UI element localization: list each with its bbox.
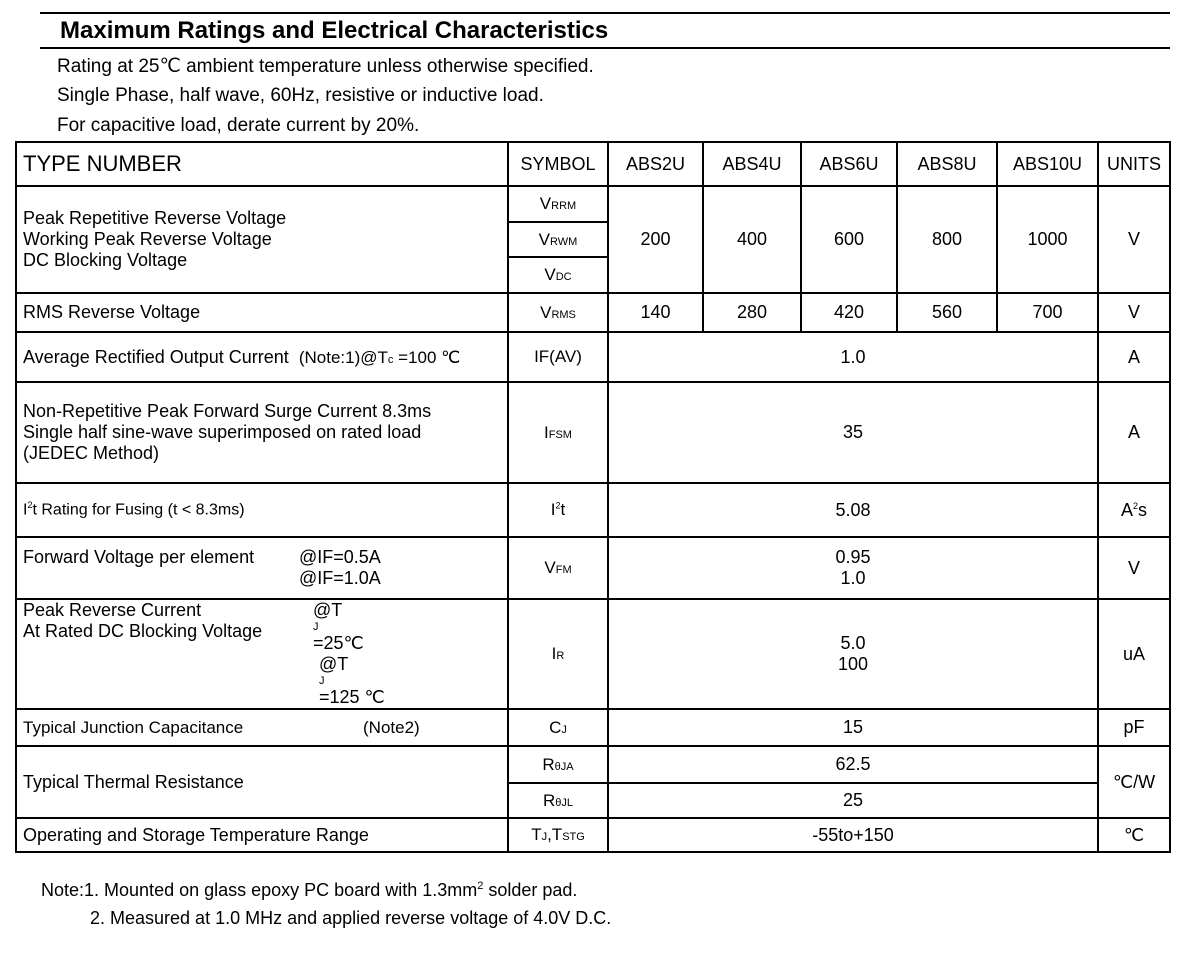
row-peak-voltage-label: Peak Repetitive Reverse Voltage Working Peak Reverse Voltage DC Blocking Voltage — [16, 186, 508, 293]
top-rule — [40, 12, 1170, 14]
symbol-vrwm: VRWM — [508, 222, 608, 257]
header-symbol: SYMBOL — [508, 142, 608, 186]
unit-cj: pF — [1098, 709, 1170, 746]
ratings-table — [15, 141, 1171, 853]
row-reverse-current — [16, 599, 1170, 709]
header-type-number: TYPE NUMBER — [16, 142, 508, 186]
note-1: Note:1. Mounted on glass epoxy PC board with $1.3mm^2$ solder pad. — [41, 880, 578, 900]
unit-ifav: A — [1098, 332, 1170, 382]
row-temperature-label: Operating and Storage Temperature Range — [16, 818, 508, 852]
header-col-abs4u: ABS4U — [703, 142, 801, 186]
symbol-rthja: RθJA — [508, 746, 608, 783]
header-col-abs8u: ABS8U — [897, 142, 997, 186]
symbol-vrms: VRMS — [508, 293, 608, 332]
row-surge-label: Non-Repetitive Peak Forward Surge Current 8.3ms Single half sine-wave superimposed on rated load (JEDEC Method) — [16, 382, 508, 483]
row-capacitance — [16, 709, 1170, 746]
header-units: UNITS — [1098, 142, 1170, 186]
value-abs4u-vrrm: 400 — [703, 186, 801, 293]
symbol-ifsm: IFSM — [508, 382, 608, 483]
value-abs10u-vrrm: 1000 — [997, 186, 1098, 293]
symbol-ifav: IF(AV) — [508, 332, 608, 382]
row-thermal-label: Typical Thermal Resistance — [16, 746, 508, 818]
symbol-vrrm: VRRM — [508, 186, 608, 222]
symbol-vfm: VFM — [508, 537, 608, 599]
value-ir: 5.0 100 — [608, 599, 1098, 709]
row-avg-current-label: Average Rectified Output Current (Note:1)@Tc =100 ℃ — [16, 332, 508, 382]
value-abs4u-vrms: 280 — [703, 293, 801, 332]
row-rms-label: RMS Reverse Voltage — [16, 293, 508, 332]
unit-vrrm: V — [1098, 186, 1170, 293]
unit-vrms: V — [1098, 293, 1170, 332]
row-i2t-label: $I^2t$ Rating for Fusing (t < 8.3ms) — [16, 483, 508, 537]
symbol-tj-tstg: TJ,TSTG — [508, 818, 608, 852]
header-col-abs6u: ABS6U — [801, 142, 897, 186]
unit-ir: uA — [1098, 599, 1170, 709]
row-i2t — [16, 483, 1170, 537]
note-2: 2. Measured at 1.0 MHz and applied reverse voltage of 4.0V D.C. — [90, 908, 612, 928]
value-abs2u-vrms: 140 — [608, 293, 703, 332]
value-temperature: -55to+150 — [608, 818, 1098, 852]
value-abs10u-vrms: 700 — [997, 293, 1098, 332]
row-thermal-resistance — [16, 746, 1170, 783]
unit-i2t: $A^2s$ — [1098, 483, 1170, 537]
header-col-abs2u: ABS2U — [608, 142, 703, 186]
unit-thermal: ℃/W — [1098, 746, 1170, 818]
value-abs8u-vrms: 560 — [897, 293, 997, 332]
header-col-abs10u: ABS10U — [997, 142, 1098, 186]
symbol-i2t: $I^2t$ — [508, 483, 608, 537]
value-ifsm: 35 — [608, 382, 1098, 483]
condition-line-2: Single Phase, half wave, 60Hz, resistive or inductive load. — [57, 85, 544, 106]
page-title: Maximum Ratings and Electrical Characteristics — [60, 17, 609, 44]
value-abs6u-vrrm: 600 — [801, 186, 897, 293]
symbol-cj: CJ — [508, 709, 608, 746]
header-row — [16, 142, 1170, 186]
value-i2t: 5.08 — [608, 483, 1098, 537]
row-surge-current — [16, 382, 1170, 483]
symbol-rthjl: RθJL — [508, 783, 608, 818]
row-peak-voltage — [16, 186, 1170, 222]
value-abs2u-vrrm: 200 — [608, 186, 703, 293]
row-reverse-current-label: Peak Reverse Current At Rated DC Blocking Voltage @T J =25℃ @T J =125 ℃ — [16, 599, 508, 709]
value-abs8u-vrrm: 800 — [897, 186, 997, 293]
symbol-ir: IR — [508, 599, 608, 709]
condition-line-1: Rating at 25℃ ambient temperature unless otherwise specified. — [57, 56, 594, 77]
value-cj: 15 — [608, 709, 1098, 746]
value-abs6u-vrms: 420 — [801, 293, 897, 332]
row-rms-voltage — [16, 293, 1170, 332]
unit-vfm: V — [1098, 537, 1170, 599]
value-ifav: 1.0 — [608, 332, 1098, 382]
value-rthjl: 25 — [608, 783, 1098, 818]
row-temperature-range — [16, 818, 1170, 852]
symbol-vdc: VDC — [508, 257, 608, 293]
condition-line-3: For capacitive load, derate current by 20%. — [57, 115, 420, 136]
row-avg-current — [16, 332, 1170, 382]
value-rthja: 62.5 — [608, 746, 1098, 783]
row-capacitance-label: Typical Junction Capacitance (Note2) — [16, 709, 508, 746]
unit-ifsm: A — [1098, 382, 1170, 483]
value-vfm: 0.95 1.0 — [608, 537, 1098, 599]
row-forward-voltage — [16, 537, 1170, 599]
title-rule — [40, 47, 1170, 49]
row-forward-voltage-label: Forward Voltage per element @IF=0.5A @IF=1.0A — [16, 537, 508, 599]
unit-temperature: ℃ — [1098, 818, 1170, 852]
